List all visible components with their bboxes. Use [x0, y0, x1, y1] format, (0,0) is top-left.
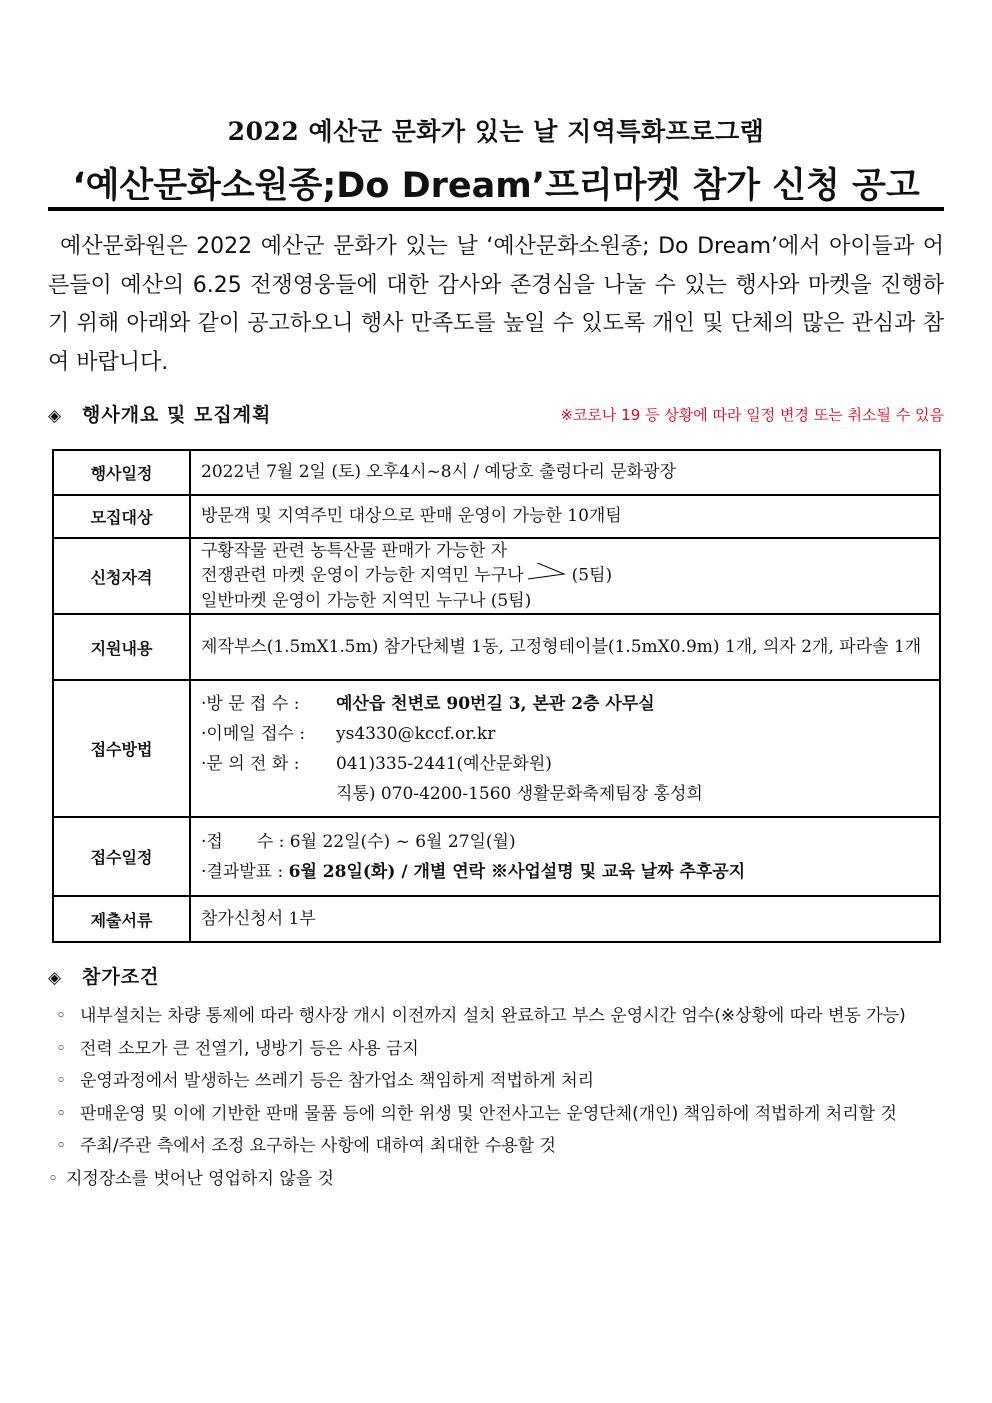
receipt-label: ·접 수 : — [201, 831, 285, 852]
method-phone — [201, 749, 929, 779]
eligibility-line-2 — [201, 563, 929, 589]
table-row-support — [53, 614, 940, 680]
eligibility-line-1: 구황작물 관련 농특산물 판매가 가능한 자 — [201, 541, 508, 561]
support-label: 지원내용 — [53, 614, 190, 680]
list-item: ◦ 주최/주관 측에서 조정 요구하는 사항에 대하여 최대한 수용할 것 — [48, 1130, 944, 1163]
title-line-1: 2022 예산군 문화가 있는 날 지역특화프로그램 — [227, 117, 765, 146]
method-value — [190, 680, 940, 817]
table-row-eligibility — [53, 538, 940, 614]
eligibility-count: (5팀) — [571, 565, 613, 586]
eligibility-value — [190, 538, 940, 614]
table-row-period — [53, 817, 940, 896]
email-label: ·이메일 접수 : — [201, 723, 306, 744]
title-divider — [48, 207, 944, 211]
section-conditions-title: 참가조건 — [82, 966, 160, 988]
documents-value: 참가신청서 1부 — [190, 896, 940, 942]
visit-value: 예산읍 천변로 90번길 3, 본관 2층 사무실 — [336, 693, 655, 714]
eligibility-line-3: 일반마켓 운영이 가능한 지역민 누구나 (5팀) — [201, 591, 532, 611]
bullet-icon: ◦ — [56, 1136, 67, 1156]
documents-label: 제출서류 — [53, 896, 190, 942]
list-item: ◦ 판매운영 및 이에 기반한 판매 물품 등에 의한 위생 및 안전사고는 운영단체(개인) 책임하에 적법하게 처리할 것 — [48, 1098, 944, 1131]
target-value: 방문객 및 지역주민 대상으로 판매 운영이 가능한 10개팀 — [190, 495, 940, 538]
visit-label: ·방 문 접 수 : — [201, 693, 300, 714]
result-label: ·결과발표 : — [201, 861, 284, 882]
intro-paragraph: 예산문화원은 2022 예산군 문화가 있는 날 ‘예산문화소원종; Do Dream’에서 아이들과 어른들이 예산의 6.25 전쟁영웅들에 대한 감사와 존경심을 나눌 수 있는 행사와 마켓을 진행하기 위해 아래와 같이 공고하오니 행사 만족도를 높일 수 있도록 개인 및 단체의 많은 관심과 참여 바랍니다. — [48, 234, 944, 375]
table-row-method — [53, 680, 940, 817]
schedule-label: 행사일정 — [53, 450, 190, 495]
method-email — [201, 719, 929, 749]
method-direct — [201, 779, 929, 809]
list-item: ◦ 지정장소를 벗어난 영업하지 않을 것 — [48, 1163, 944, 1196]
schedule-value: 2022년 7월 2일 (토) 오후4시~8시 / 예당호 출렁다리 문화광장 — [190, 450, 940, 495]
period-value — [190, 817, 940, 896]
period-receipt — [201, 827, 929, 857]
bullet-icon: ◦ — [56, 1071, 67, 1091]
period-result — [201, 857, 929, 887]
table-row-documents — [53, 896, 940, 942]
section-overview-heading — [48, 400, 271, 427]
title-line-2: ‘예산문화소원종;Do Dream’프리마켓 참가 신청 공고 — [72, 166, 920, 206]
phone-label: ·문 의 전 화 : — [201, 753, 300, 774]
section-overview-title: 행사개요 및 모집계획 — [82, 404, 272, 426]
table-row-target — [53, 495, 940, 538]
bullet-icon: ◦ — [56, 1006, 67, 1026]
list-item: ◦ 내부설치는 차량 통제에 따라 행사장 개시 이전까지 설치 완료하고 부스 운영시간 엄수(※상황에 따라 변동 가능) — [48, 1000, 944, 1033]
method-label: 접수방법 — [53, 680, 190, 817]
eligibility-label: 신청자격 — [53, 538, 190, 614]
support-value: 제작부스(1.5mX1.5m) 참가단체별 1동, 고정형테이블(1.5mX0.9m) 1개, 의자 2개, 파라솔 1개 — [190, 614, 940, 680]
list-item: ◦ 운영과정에서 발생하는 쓰레기 등은 참가업소 책임하게 적법하게 처리 — [48, 1065, 944, 1098]
target-label: 모집대상 — [53, 495, 190, 538]
method-visit — [201, 689, 929, 719]
bullet-icon: ◦ — [56, 1103, 67, 1124]
info-table — [52, 449, 941, 943]
bullet-icon: ◦ — [48, 1168, 59, 1189]
conditions-list — [48, 1000, 944, 1195]
bullet-icon: ◦ — [56, 1038, 67, 1059]
bracket-arrow-icon — [528, 563, 568, 589]
section-conditions-heading — [48, 962, 159, 989]
phone-value: 041)335-2441(예산문화원) — [336, 753, 552, 774]
diamond-icon: ◈ — [48, 968, 63, 988]
receipt-value: 6월 22일(수) ~ 6월 27일(월) — [289, 831, 516, 852]
list-item: ◦ 전력 소모가 큰 전열기, 냉방기 등은 사용 금지 — [48, 1033, 944, 1066]
direct-value: 직통) 070-4200-1560 생활문화축제팀장 홍성희 — [336, 783, 703, 804]
period-label: 접수일정 — [53, 817, 190, 896]
result-value: 6월 28일(화) / 개별 연락 ※사업설명 및 교육 날짜 추후공지 — [288, 861, 746, 882]
email-value[interactable]: ys4330@kccf.or.kr — [336, 723, 496, 744]
diamond-icon: ◈ — [48, 406, 63, 426]
covid-notice: ※코로나 19 등 상황에 따라 일정 변경 또는 취소될 수 있음 — [560, 406, 944, 424]
table-row-schedule — [53, 450, 940, 495]
eligibility-line-2-text: 전쟁관련 마켓 운영이 가능한 지역민 누구나 — [201, 565, 524, 586]
